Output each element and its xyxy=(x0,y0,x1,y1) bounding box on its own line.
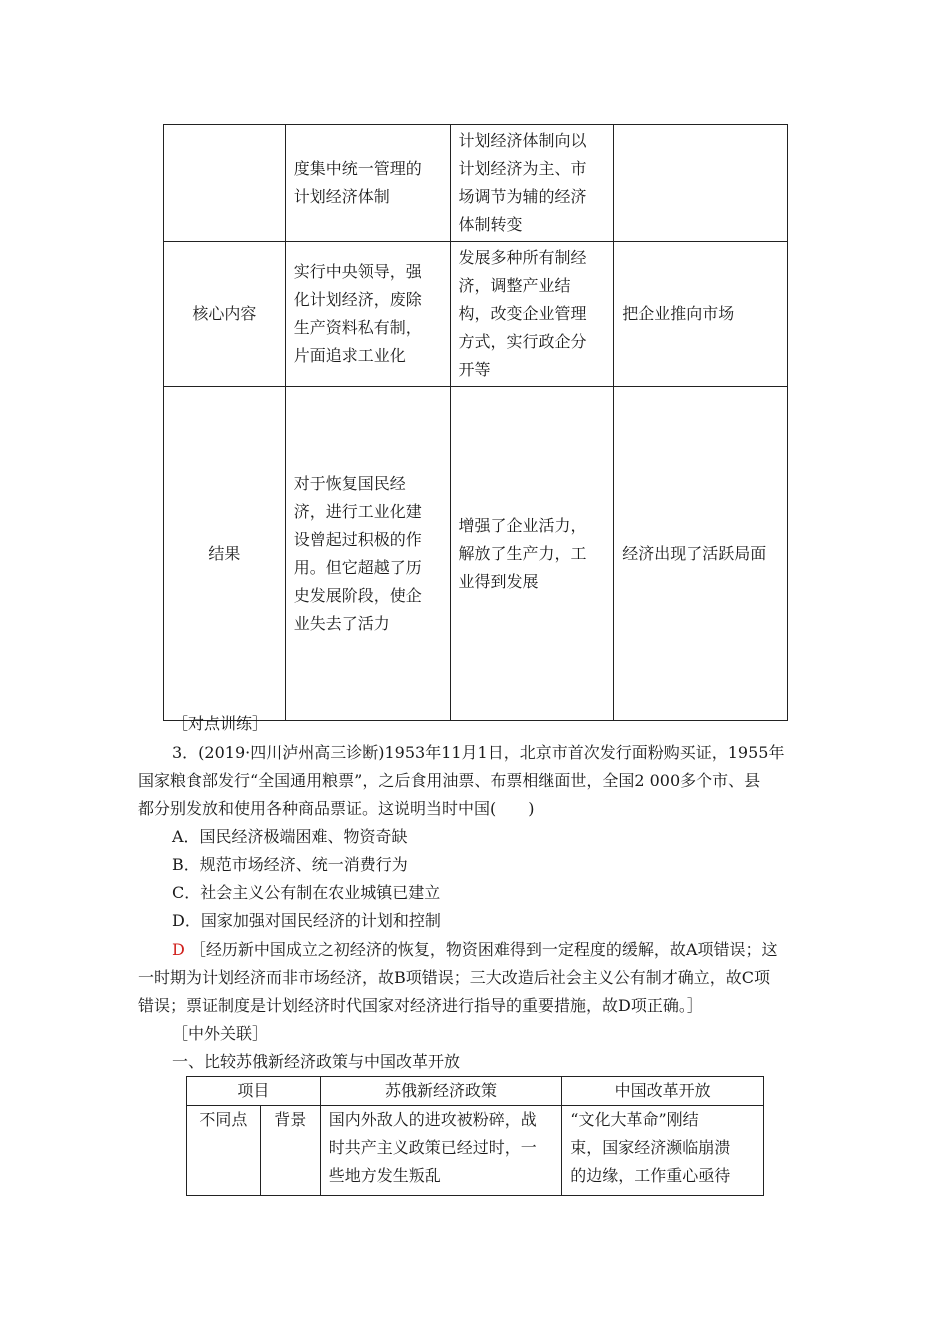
table-cell xyxy=(614,387,788,721)
option-c: C．社会主义公有制在农业城镇已建立 xyxy=(172,883,441,902)
cell-line: 计划经济体制向以 xyxy=(458,131,587,150)
section-heading-link: ［中外关联］ xyxy=(172,1024,269,1043)
cell-line: 的边缘，工作重心亟待 xyxy=(570,1166,731,1185)
cell-line: 体制转变 xyxy=(458,215,523,234)
table-cell xyxy=(450,387,614,721)
table-cell xyxy=(450,125,614,242)
cell-line: 济，调整产业结 xyxy=(458,276,571,295)
cell-line: 构，改变企业管理 xyxy=(458,304,587,323)
cell-line: 时共产主义政策已经过时，一 xyxy=(328,1138,537,1157)
table-cell xyxy=(285,125,450,242)
cell-line: 用。但它超越了历 xyxy=(293,557,422,577)
table-row xyxy=(164,125,788,242)
cell-line: 业得到发展 xyxy=(458,571,539,591)
cell-line: “文化大革命”刚结 xyxy=(570,1110,699,1129)
cell-line: 国内外敌人的进攻被粉碎，战 xyxy=(328,1110,537,1129)
table-cell xyxy=(562,1106,764,1196)
cell-line: 生产资料私有制， xyxy=(293,318,422,337)
answer-text: ［经历新中国成立之初经济的恢复，物资困难得到一定程度的缓解，故A项错误；这 xyxy=(189,940,778,959)
cell-line: 史发展阶段，使企 xyxy=(293,585,422,605)
cell-line: 束，国家经济濒临崩溃 xyxy=(570,1138,731,1157)
item-label: 背景 xyxy=(260,1106,320,1196)
cell-line: 片面追求工业化 xyxy=(293,346,406,365)
option-b: B．规范市场经济、统一消费行为 xyxy=(172,855,408,874)
table-row xyxy=(164,242,788,387)
cell-line: 计划经济体制 xyxy=(293,187,390,206)
section-heading-practice: ［对点训练］ xyxy=(172,714,269,733)
table-cell xyxy=(285,242,450,387)
cell-line: 方式，实行政企分 xyxy=(458,332,587,351)
row-label: 结果 xyxy=(164,387,286,721)
answer-line xyxy=(172,937,777,963)
table-cell xyxy=(450,242,614,387)
cell-line: 把企业推向市场 xyxy=(622,304,735,323)
cell-line: 对于恢复国民经 xyxy=(293,473,406,493)
cell-line: 经济出现了活跃局面 xyxy=(622,543,767,563)
cell-line: 设曾起过积极的作 xyxy=(293,529,422,549)
table-header-row xyxy=(187,1077,764,1106)
cell-line: 济，进行工业化建 xyxy=(293,501,422,521)
option-d: D．国家加强对国民经济的计划和控制 xyxy=(172,911,441,930)
header-item: 项目 xyxy=(187,1077,321,1106)
row-label: 核心内容 xyxy=(164,242,286,387)
cell-line: 些地方发生叛乱 xyxy=(328,1166,441,1185)
answer-line: 一时期为计划经济而非市场经济，故B项错误；三大改造后社会主义公有制才确立，故C项 xyxy=(138,968,771,987)
answer-line: 错误；票证制度是计划经济时代国家对经济进行指导的重要措施，故D项正确。］ xyxy=(138,996,703,1015)
table-cell xyxy=(614,125,788,242)
comparison-table-top xyxy=(163,124,788,721)
cell-line: 计划经济为主、市 xyxy=(458,159,587,178)
cell-line: 场调节为辅的经济 xyxy=(458,187,587,206)
question-line: 都分别发放和使用各种商品票证。这说明当时中国( ) xyxy=(138,799,535,818)
cell-line: 化计划经济，废除 xyxy=(293,290,422,309)
header-soviet: 苏俄新经济政策 xyxy=(320,1077,562,1106)
header-china: 中国改革开放 xyxy=(562,1077,764,1106)
table-row xyxy=(187,1106,764,1196)
question-line: 国家粮食部发行“全国通用粮票”，之后食用油票、布票相继面世，全国2 000多个市、县 xyxy=(138,771,761,790)
cell-line: 开等 xyxy=(458,360,491,379)
compare-title: 一、比较苏俄新经济政策与中国改革开放 xyxy=(172,1052,461,1071)
table-cell xyxy=(614,242,788,387)
option-a: A．国民经济极端困难、物资奇缺 xyxy=(172,827,408,846)
table-cell xyxy=(320,1106,562,1196)
cell-line: 业失去了活力 xyxy=(293,613,390,633)
cell-line: 实行中央领导，强 xyxy=(293,262,422,281)
table-row xyxy=(164,387,788,721)
question-line: 3．(2019·四川泸州高三诊断)1953年11月1日，北京市首次发行面粉购买证，1955年 xyxy=(172,743,785,762)
cell-line: 增强了企业活力， xyxy=(458,515,587,535)
answer-letter: D xyxy=(172,940,185,959)
comparison-table-bottom xyxy=(186,1076,764,1196)
cell-line: 发展多种所有制经 xyxy=(458,248,587,267)
cell-line: 解放了生产力，工 xyxy=(458,543,587,563)
table-cell xyxy=(285,387,450,721)
cell-line: 度集中统一管理的 xyxy=(293,159,422,178)
row-label xyxy=(164,125,286,242)
group-label: 不同点 xyxy=(187,1106,261,1196)
